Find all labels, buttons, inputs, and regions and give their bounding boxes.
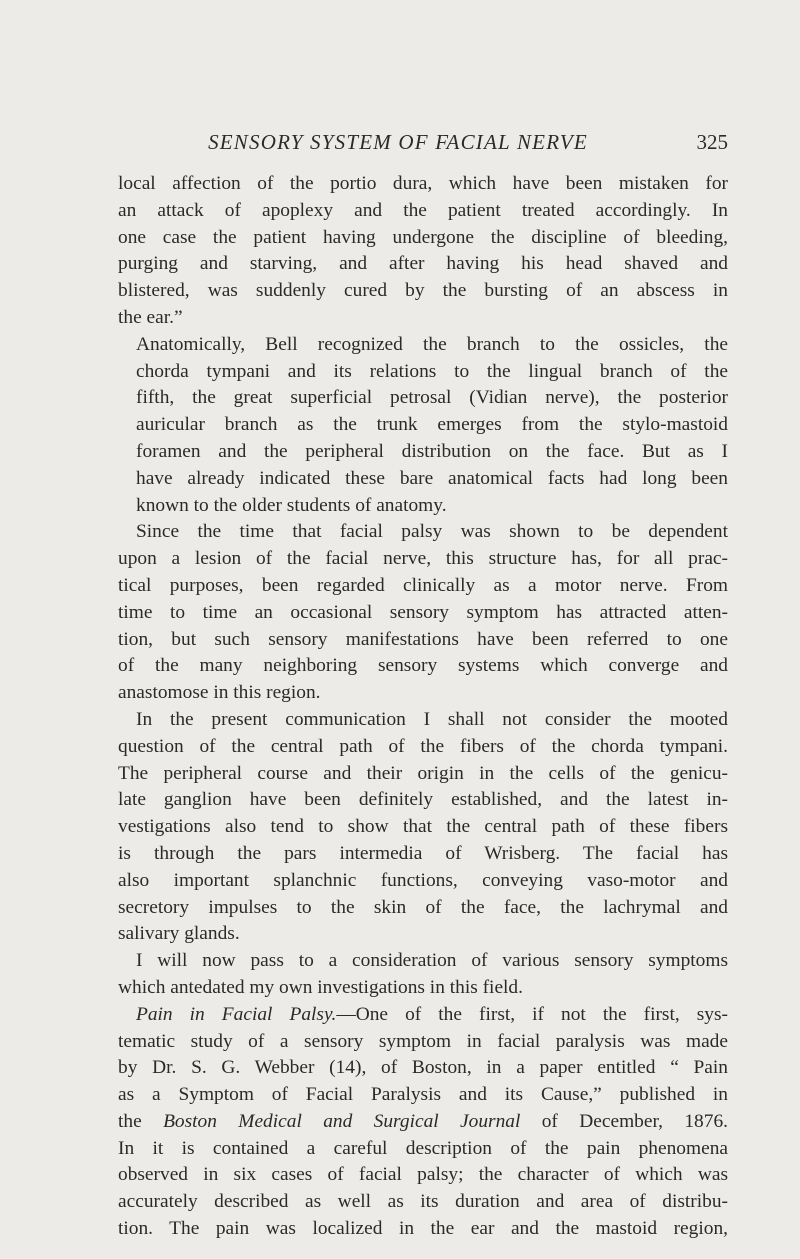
text-line: also important splanchnic functions, conveying vaso-motor and (118, 869, 728, 891)
text-line: is through the pars intermedia of Wrisberg. The facial has (118, 842, 728, 864)
text-line: auricular branch as the trunk emerges from the stylo-mastoid (136, 414, 728, 436)
text-line: one case the patient having undergone the discipline of bleeding, (118, 226, 728, 248)
text-line: which antedated my own investigations in this field. (118, 976, 523, 998)
section-heading: Pain in Facial Palsy. (136, 1003, 337, 1025)
paragraph-5 (118, 948, 728, 1002)
text-fragment: the (118, 1110, 164, 1132)
text-line: I will now pass to a consideration of various sensory symptoms (136, 950, 728, 972)
text-fragment: —One of the first, if not the first, sys- (336, 1003, 728, 1025)
text-line (118, 1109, 728, 1136)
text-line: accurately described as well as its duration and area of distribu- (118, 1191, 728, 1213)
running-head (118, 130, 728, 160)
text-line: an attack of apoplexy and the patient treated accordingly. In (118, 199, 728, 221)
paragraph-3 (118, 519, 728, 707)
text-line: tion. The pain was localized in the ear and the mastoid region, (118, 1218, 728, 1240)
text-line: late ganglion have been definitely established, and the latest in- (118, 789, 728, 811)
text-line: local affection of the portio dura, which have been mistaken for (118, 173, 728, 194)
text-line: chorda tympani and its relations to the lingual branch of the (136, 360, 728, 382)
text-line: salivary glands. (118, 923, 240, 945)
text-line: Since the time that facial palsy was shown to be dependent (136, 521, 728, 543)
text-line: tematic study of a sensory symptom in facial paralysis was made (118, 1030, 728, 1052)
text-line: foramen and the peripheral distribution on the face. But as I (136, 440, 728, 462)
text-line: fifth, the great superficial petrosal (Vidian nerve), the posterior (136, 387, 728, 409)
text-line: The peripheral course and their origin in the cells of the genicu- (118, 762, 728, 784)
text-line: vestigations also tend to show that the central path of these fibers (118, 816, 728, 838)
text-line: blistered, was suddenly cured by the bursting of an abscess in (118, 280, 728, 302)
text-line: have already indicated these bare anatomical facts had long been (136, 467, 728, 489)
text-line: In the present communication I shall not consider the mooted (136, 708, 728, 730)
journal-title: Boston Medical and Surgical Journal (163, 1110, 521, 1132)
text-line: purging and starving, and after having his head shaved and (118, 253, 728, 275)
text-line: observed in six cases of facial palsy; the character of which was (118, 1164, 728, 1186)
text-line: secretory impulses to the skin of the face, the lachrymal and (118, 896, 728, 918)
page-number: 325 (696, 130, 728, 154)
body-text (118, 171, 728, 1243)
text-line: upon a lesion of the facial nerve, this structure has, for all prac- (118, 548, 728, 570)
text-line: by Dr. S. G. Webber (14), of Boston, in a paper entitled “ Pain (118, 1057, 728, 1079)
text-line: as a Symptom of Facial Paralysis and its Cause,” published in (118, 1084, 728, 1106)
paragraph-4 (118, 707, 728, 948)
text-line: time to time an occasional sensory symptom has attracted atten- (118, 601, 728, 623)
text-fragment: of December, 1876. (520, 1110, 728, 1132)
text-line: known to the older students of anatomy. (136, 494, 447, 516)
text-line: anastomose in this region. (118, 682, 321, 704)
paragraph-1 (118, 171, 728, 332)
text-line: the ear.” (118, 306, 183, 328)
running-title: SENSORY SYSTEM OF FACIAL NERVE (208, 130, 588, 154)
text-line: tion, but such sensory manifestations have been referred to one (118, 628, 728, 650)
paragraph-2 (118, 332, 728, 520)
paragraph-6 (118, 1002, 728, 1243)
text-line: of the many neighboring sensory systems which converge and (118, 655, 728, 677)
text-line: tical purposes, been regarded clinically as a motor nerve. From (118, 574, 728, 596)
text-line: question of the central path of the fibers of the chorda tympani. (118, 735, 728, 757)
text-line (118, 1002, 728, 1029)
text-line: Anatomically, Bell recognized the branch to the ossicles, the (136, 333, 728, 355)
text-line: In it is contained a careful description of the pain phenomena (118, 1137, 728, 1159)
